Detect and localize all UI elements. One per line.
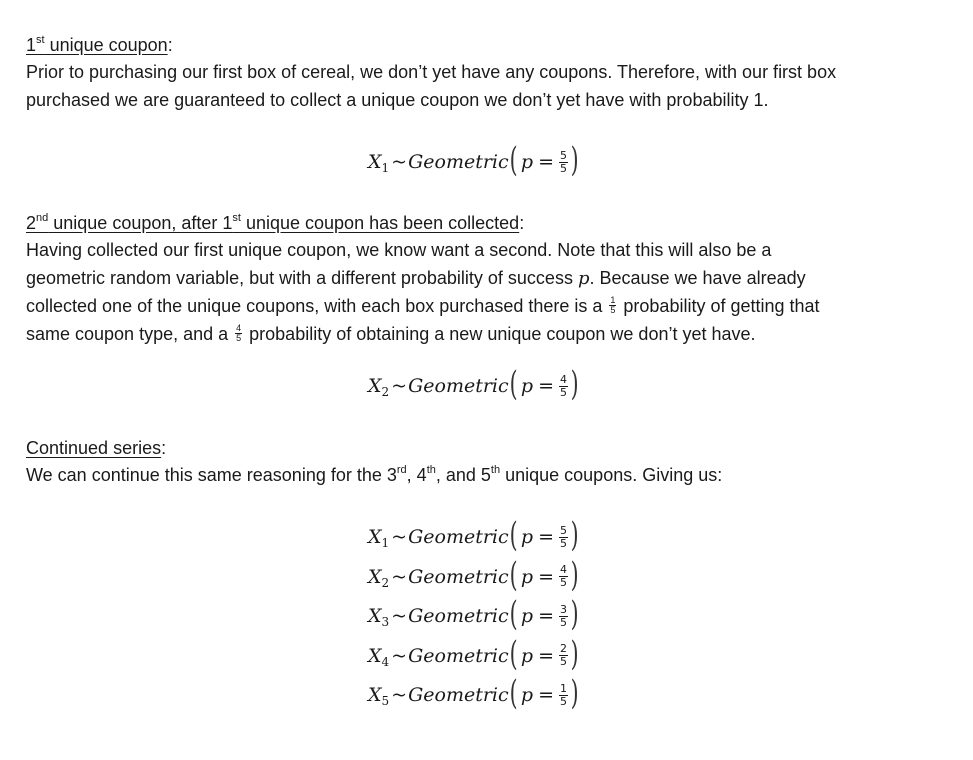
math-variable-x: X — [368, 526, 382, 548]
math-variable-p: p — [577, 268, 590, 289]
math-variable-p: p — [520, 565, 534, 588]
paragraph-second-coupon — [26, 236, 956, 348]
paragraph-line — [26, 320, 956, 348]
right-paren: ) — [570, 673, 579, 713]
subscript: 2 — [381, 575, 390, 590]
subscript: 4 — [381, 654, 390, 669]
paragraph-continued-series — [26, 461, 956, 489]
left-paren: ( — [509, 554, 518, 595]
fraction-numerator: 4 — [560, 563, 568, 576]
subscript: 5 — [381, 694, 390, 708]
subscript: 1 — [381, 161, 390, 175]
text-run: , 4 — [406, 465, 427, 485]
fraction-numerator: 3 — [560, 602, 568, 616]
fraction-denominator: 5 — [560, 694, 568, 708]
equation-row — [368, 594, 579, 635]
equation-x1-geometric — [368, 140, 579, 181]
equals-sign: = — [538, 375, 555, 397]
heading-underlined-text — [26, 213, 519, 233]
distribution-name: Geometric — [408, 644, 509, 667]
paragraph-line — [26, 461, 956, 489]
heading-colon: : — [167, 35, 173, 55]
equation-row — [368, 633, 579, 675]
fraction-numerator: 5 — [560, 523, 568, 537]
text-run: probability of obtaining a new unique coupon we don’t yet have. — [244, 324, 756, 344]
math-variable-p: p — [520, 151, 534, 173]
equals-sign: = — [538, 151, 555, 173]
tilde-symbol: ~ — [391, 605, 408, 627]
fraction-numerator: 1 — [560, 681, 568, 695]
text-run: We can continue this same reasoning for the 3 — [26, 465, 397, 485]
heading-underlined-text — [26, 35, 168, 55]
right-paren: ) — [570, 140, 579, 180]
subscript: 3 — [381, 615, 390, 629]
distribution-name: Geometric — [408, 565, 509, 588]
heading-text: unique coupon, after 1 — [48, 213, 233, 233]
text-run: same coupon type, and a — [26, 324, 234, 344]
fraction — [559, 683, 568, 708]
fraction-denominator: 5 — [560, 385, 568, 399]
math-variable-x: X — [368, 375, 382, 397]
distribution-name: Geometric — [408, 151, 509, 173]
fraction-numerator: 4 — [236, 322, 242, 333]
section-heading-first-coupon — [26, 34, 173, 56]
fraction-denominator: 5 — [610, 304, 616, 315]
distribution-name: Geometric — [408, 605, 509, 627]
fraction — [559, 604, 568, 629]
superscript: th — [426, 464, 436, 476]
distribution-name: Geometric — [408, 375, 509, 397]
superscript: rd — [396, 464, 407, 476]
paragraph-line: purchased we are guaranteed to collect a unique coupon we don’t yet have with probability 1. — [26, 90, 769, 110]
text-run: geometric random variable, but with a different probability of success — [26, 268, 578, 288]
right-paren: ) — [570, 364, 579, 404]
fraction-numerator: 1 — [610, 294, 616, 305]
paragraph-line: Having collected our first unique coupon, we know want a second. Note that this will also be a — [26, 240, 772, 260]
heading-superscript: st — [36, 34, 45, 46]
equation-row — [368, 515, 579, 556]
equation-row — [368, 673, 579, 714]
right-paren: ) — [570, 554, 579, 595]
text-run: collected one of the unique coupons, with each box purchased there is a — [26, 296, 608, 316]
fraction-denominator: 5 — [560, 576, 568, 589]
fraction-numerator: 4 — [560, 372, 568, 386]
math-variable-p: p — [520, 605, 534, 627]
math-variable-x: X — [368, 151, 382, 173]
heading-number: 2 — [26, 213, 37, 233]
math-variable-x: X — [368, 644, 382, 667]
math-variable-p: p — [520, 375, 534, 397]
inline-fraction — [609, 296, 616, 315]
superscript: th — [490, 464, 501, 476]
fraction-denominator: 5 — [560, 161, 568, 175]
paragraph-line — [26, 264, 956, 292]
heading-colon: : — [161, 438, 167, 458]
math-variable-x: X — [368, 605, 382, 627]
fraction — [559, 525, 568, 550]
heading-colon: : — [519, 213, 525, 233]
left-paren: ( — [509, 140, 518, 180]
heading-text: unique coupon — [44, 35, 168, 55]
subscript: 1 — [381, 536, 390, 550]
text-run: unique coupons. Giving us: — [500, 465, 723, 485]
fraction-denominator: 5 — [236, 332, 242, 343]
math-variable-x: X — [368, 684, 382, 706]
left-paren: ( — [509, 633, 518, 674]
math-variable-p: p — [520, 684, 534, 706]
tilde-symbol: ~ — [391, 644, 408, 667]
equals-sign: = — [538, 644, 555, 667]
fraction-numerator: 5 — [560, 148, 568, 162]
heading-superscript: nd — [36, 212, 49, 224]
equals-sign: = — [538, 605, 555, 627]
equals-sign: = — [538, 565, 555, 588]
fraction — [559, 564, 568, 589]
equation-row — [368, 554, 579, 596]
right-paren: ) — [570, 594, 579, 634]
fraction-denominator: 5 — [560, 655, 568, 668]
fraction — [559, 150, 568, 175]
fraction-numerator: 2 — [560, 642, 568, 655]
fraction-denominator: 5 — [560, 536, 568, 550]
inline-fraction — [235, 324, 242, 343]
paragraph-line: Prior to purchasing our first box of cereal, we don’t yet have any coupons. Therefore, with our first box — [26, 62, 837, 82]
distribution-name: Geometric — [408, 684, 509, 706]
heading-superscript: st — [232, 212, 241, 224]
equation-x2-geometric — [368, 364, 579, 405]
paragraph-first-coupon — [26, 58, 956, 114]
math-variable-x: X — [368, 565, 382, 588]
section-heading-second-coupon — [26, 212, 524, 234]
text-run: , and 5 — [435, 465, 491, 485]
right-paren: ) — [570, 515, 579, 555]
left-paren: ( — [509, 515, 518, 555]
left-paren: ( — [509, 364, 518, 404]
text-run: . Because we have already — [589, 268, 806, 288]
tilde-symbol: ~ — [391, 565, 408, 588]
fraction-denominator: 5 — [560, 615, 568, 629]
tilde-symbol: ~ — [391, 151, 408, 173]
distribution-name: Geometric — [408, 526, 509, 548]
math-variable-p: p — [520, 644, 534, 667]
tilde-symbol: ~ — [391, 684, 408, 706]
subscript: 2 — [381, 385, 390, 399]
tilde-symbol: ~ — [391, 526, 408, 548]
paragraph-line — [26, 292, 956, 320]
fraction — [559, 374, 568, 399]
fraction — [559, 643, 568, 668]
left-paren: ( — [509, 673, 518, 713]
heading-number: 1 — [26, 35, 37, 55]
equals-sign: = — [538, 684, 555, 706]
equals-sign: = — [538, 526, 555, 548]
left-paren: ( — [509, 594, 518, 634]
section-heading-continued-series — [26, 437, 166, 459]
text-run: probability of getting that — [618, 296, 820, 316]
tilde-symbol: ~ — [391, 375, 408, 397]
heading-underlined-text: Continued series — [26, 438, 162, 458]
heading-text: unique coupon has been collected — [240, 213, 520, 233]
right-paren: ) — [570, 633, 579, 674]
math-variable-p: p — [520, 526, 534, 548]
